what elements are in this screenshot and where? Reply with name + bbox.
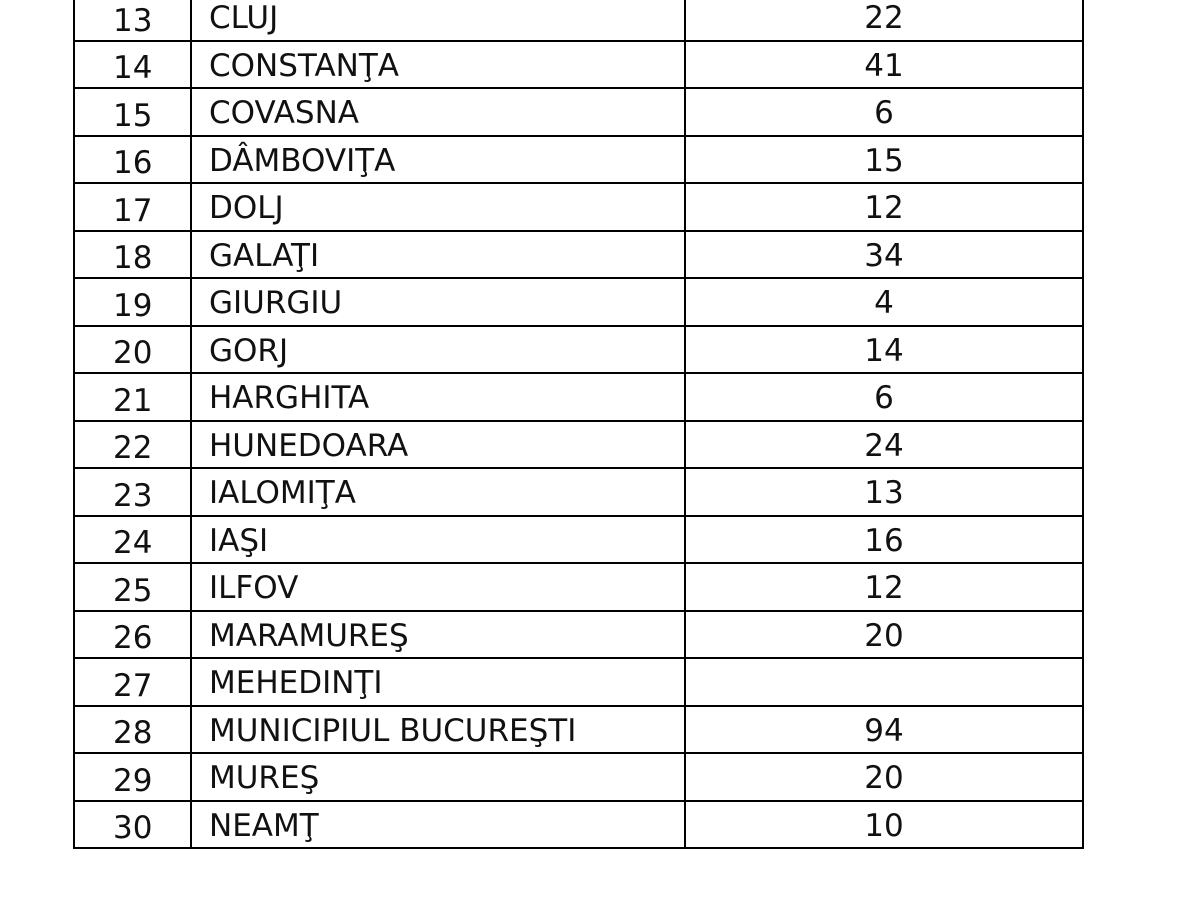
county-name-cell: CLUJ <box>191 0 685 41</box>
county-name-cell: COVASNA <box>191 88 685 136</box>
table-row <box>74 0 1083 41</box>
table-row <box>74 136 1083 184</box>
county-table <box>73 0 1084 849</box>
value-cell: 94 <box>685 706 1083 754</box>
county-name-cell: GORJ <box>191 326 685 374</box>
row-number-cell: 26 <box>74 611 191 659</box>
value-cell: 34 <box>685 231 1083 279</box>
county-name-cell: ILFOV <box>191 563 685 611</box>
table-row <box>74 753 1083 801</box>
value-cell: 10 <box>685 801 1083 849</box>
row-number-cell: 20 <box>74 326 191 374</box>
table-row <box>74 373 1083 421</box>
table-row <box>74 88 1083 136</box>
table-row <box>74 563 1083 611</box>
row-number-cell: 23 <box>74 468 191 516</box>
value-cell: 12 <box>685 183 1083 231</box>
table-row <box>74 421 1083 469</box>
table-row <box>74 611 1083 659</box>
value-cell: 20 <box>685 611 1083 659</box>
row-number-cell: 21 <box>74 373 191 421</box>
county-name-cell: MUNICIPIUL BUCUREŞTI <box>191 706 685 754</box>
value-cell: 6 <box>685 373 1083 421</box>
row-number-cell: 22 <box>74 421 191 469</box>
value-cell: 41 <box>685 41 1083 89</box>
table-row <box>74 658 1083 706</box>
table-row <box>74 41 1083 89</box>
value-cell: 20 <box>685 753 1083 801</box>
value-cell <box>685 658 1083 706</box>
county-name-cell: HUNEDOARA <box>191 421 685 469</box>
table-row <box>74 326 1083 374</box>
value-cell: 24 <box>685 421 1083 469</box>
value-cell: 13 <box>685 468 1083 516</box>
table-body <box>74 0 1083 848</box>
row-number-cell: 29 <box>74 753 191 801</box>
value-cell: 22 <box>685 0 1083 41</box>
value-cell: 4 <box>685 278 1083 326</box>
county-name-cell: IAŞI <box>191 516 685 564</box>
row-number-cell: 17 <box>74 183 191 231</box>
value-cell: 14 <box>685 326 1083 374</box>
county-name-cell: HARGHITA <box>191 373 685 421</box>
row-number-cell: 30 <box>74 801 191 849</box>
table-row <box>74 183 1083 231</box>
table-row <box>74 801 1083 849</box>
county-name-cell: DOLJ <box>191 183 685 231</box>
row-number-cell: 15 <box>74 88 191 136</box>
row-number-cell: 16 <box>74 136 191 184</box>
row-number-cell: 24 <box>74 516 191 564</box>
table-row <box>74 706 1083 754</box>
county-name-cell: DÂMBOVIŢA <box>191 136 685 184</box>
row-number-cell: 19 <box>74 278 191 326</box>
value-cell: 12 <box>685 563 1083 611</box>
value-cell: 6 <box>685 88 1083 136</box>
county-name-cell: MARAMUREŞ <box>191 611 685 659</box>
table-row <box>74 468 1083 516</box>
row-number-cell: 25 <box>74 563 191 611</box>
value-cell: 15 <box>685 136 1083 184</box>
row-number-cell: 18 <box>74 231 191 279</box>
county-name-cell: IALOMIŢA <box>191 468 685 516</box>
row-number-cell: 27 <box>74 658 191 706</box>
value-cell: 16 <box>685 516 1083 564</box>
table-row <box>74 231 1083 279</box>
table-row <box>74 278 1083 326</box>
county-name-cell: GALAŢI <box>191 231 685 279</box>
row-number-cell: 28 <box>74 706 191 754</box>
row-number-cell: 14 <box>74 41 191 89</box>
county-name-cell: NEAMŢ <box>191 801 685 849</box>
county-name-cell: MUREŞ <box>191 753 685 801</box>
row-number-cell: 13 <box>74 0 191 41</box>
county-name-cell: MEHEDINŢI <box>191 658 685 706</box>
county-name-cell: CONSTANŢA <box>191 41 685 89</box>
table-row <box>74 516 1083 564</box>
county-name-cell: GIURGIU <box>191 278 685 326</box>
